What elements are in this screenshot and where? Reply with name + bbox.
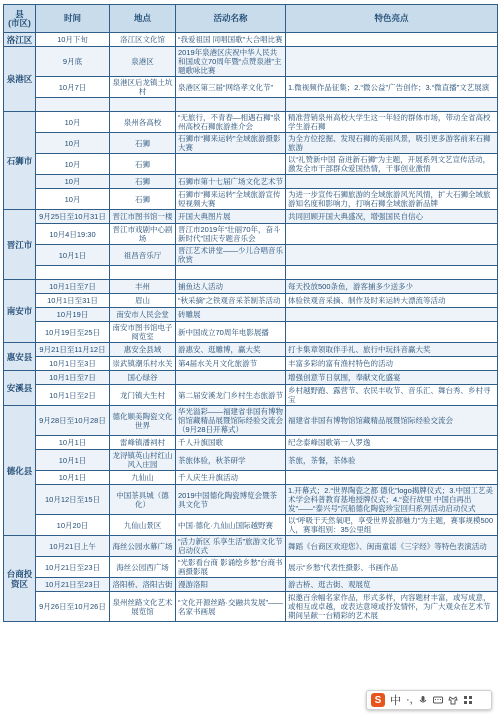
cell-place: 洛江区文化馆 <box>110 33 176 47</box>
cell-time: 9月26日至10月26日 <box>36 592 110 622</box>
cell-place: 丰州 <box>110 280 176 294</box>
cell-place: 晋江市戏剧中心剧场 <box>110 224 176 245</box>
cell-place: 泉州丝路文化艺术展览馆 <box>110 592 176 622</box>
cell-highlight: 1.微视频作品征集；2.“微公益”广告创作；3.“微直播”文艺展演 <box>286 77 498 98</box>
cell-time <box>36 266 110 280</box>
cell-time: 10月12日至15日 <box>36 485 110 515</box>
table-row <box>4 485 498 515</box>
cell-place: 九仙山景区 <box>110 515 176 536</box>
table-row <box>4 98 498 112</box>
cell-activity: 第二届安溪龙门乡村生态旅游节 <box>176 385 286 406</box>
cell-time: 10月21日至23日 <box>36 578 110 592</box>
cell-activity: 晋江艺术讲堂——少儿合唱音乐欣赏 <box>176 245 286 266</box>
cell-place: 九仙山 <box>110 471 176 485</box>
cell-highlight: 精准营销泉州高校大学生这一年轻的群体市场，带动全省高校学生游石狮 <box>286 112 498 133</box>
cell-time: 10月1日至7日 <box>36 280 110 294</box>
cell-highlight: 以“礼赞新中国 奋进新石狮”为主题，开展系列文艺宣传活动，激发全市干部群众爱国热情，干事创业激情 <box>286 154 498 175</box>
cell-activity: 游惠安、逛雕博，赢大奖 <box>176 343 286 357</box>
cell-highlight: 每天投放500条鱼，游客捕多少送多少 <box>286 280 498 294</box>
cell-highlight: 1.开幕式；2.“世界陶瓷之都 德化”logo揭牌仪式；3.中国工艺美术学会科普教育基地授牌仪式；4.“瓷行故里 中国白再出发”——“泰兴号”沉船德化陶瓷珍宝回归系列活动启动仪式 <box>286 485 498 515</box>
cell-time: 10月1日至3日 <box>36 357 110 371</box>
table-row <box>4 308 498 322</box>
header-time: 时间 <box>36 5 110 33</box>
ime-punctuation-toggle[interactable]: ·, <box>406 694 413 706</box>
cell-place: 石狮 <box>110 175 176 189</box>
cell-county: 晋江市 <box>4 210 36 280</box>
cell-activity: 中国·德化·九仙山国际越野赛 <box>176 515 286 536</box>
cell-place <box>110 98 176 112</box>
keyboard-icon[interactable] <box>433 695 443 705</box>
cell-place: 惠安全县域 <box>110 343 176 357</box>
cell-place: 龙门镇大生村 <box>110 385 176 406</box>
table-row <box>4 343 498 357</box>
cell-time: 9月21日至11月12日 <box>36 343 110 357</box>
cell-activity <box>176 371 286 385</box>
cell-county: 惠安县 <box>4 343 36 371</box>
cell-time: 10月1日 <box>36 471 110 485</box>
cell-activity: “文化开源丝路·交融共发展”——名家书画展 <box>176 592 286 622</box>
table-row <box>4 112 498 133</box>
events-table <box>3 4 498 622</box>
cell-county: 安溪县 <box>4 371 36 406</box>
table-row <box>4 210 498 224</box>
cell-highlight: 打卡集章领取伴手礼、旅行中玩抖音赢大奖 <box>286 343 498 357</box>
cell-time: 10月20日 <box>36 515 110 536</box>
cell-place: 石狮 <box>110 133 176 154</box>
cell-highlight: 为进一步宣传石狮旅游的全域旅游风光风情，扩大石狮全域旅游知名度和影响力，打响石狮全域旅游新品牌 <box>286 189 498 210</box>
cell-county: 洛江区 <box>4 33 36 47</box>
table-row <box>4 189 498 210</box>
table-row <box>4 294 498 308</box>
cell-activity: 砖雕展 <box>176 308 286 322</box>
table-row <box>4 154 498 175</box>
table-row <box>4 47 498 77</box>
cell-county: 台商投资区 <box>4 536 36 622</box>
table-row <box>4 436 498 450</box>
microphone-icon[interactable] <box>418 695 428 705</box>
cell-time: 10月 <box>36 112 110 133</box>
cell-activity <box>176 154 286 175</box>
cell-highlight: 展示“乡愁”代表性摄影、书画作品 <box>286 557 498 578</box>
cell-highlight: 以“呼吸于天然氧吧，享受世界瓷都魅力”为主题，赛事规模500人，赛事组别：35公里组 <box>286 515 498 536</box>
ime-language-toggle[interactable]: 中 <box>390 695 401 707</box>
cell-highlight: 为全方位挖掘、发现石狮的美丽风景，吸引更多游客前来石狮旅游 <box>286 133 498 154</box>
cell-highlight <box>286 98 498 112</box>
cell-time: 10月1日 <box>36 245 110 266</box>
cell-highlight: 纪念泰峰国歌第一人罗逸 <box>286 436 498 450</box>
table-row <box>4 77 498 98</box>
cell-highlight: 拟邀百余幅名家作品，形式多样，内容题材丰富，或写成意，或相互或卓越，或表达意境或抒发情怀，为广大观众在艺术节期间呈献一台精彩的艺术展 <box>286 592 498 622</box>
cell-time <box>36 98 110 112</box>
cell-place <box>110 266 176 280</box>
cell-activity: 石狮市第十七届广场文化艺术节 <box>176 175 286 189</box>
cell-time: 10月 <box>36 154 110 175</box>
table-row <box>4 133 498 154</box>
skin-icon[interactable] <box>448 695 458 705</box>
table-row <box>4 592 498 622</box>
cell-highlight: 体验铁观音采摘、制作及时来运转大漂流等活动 <box>286 294 498 308</box>
table-row <box>4 450 498 471</box>
table-row <box>4 245 498 266</box>
table-row <box>4 557 498 578</box>
table-row <box>4 280 498 294</box>
cell-activity <box>176 98 286 112</box>
cell-county: 石狮市 <box>4 112 36 210</box>
cell-activity: 华光溢彩——福建省非国有博物馆馆藏精品展暨馆际经验交流会（9月28日开幕式） <box>176 406 286 436</box>
cell-time: 10月7日 <box>36 77 110 98</box>
cell-place: 石狮 <box>110 189 176 210</box>
cell-time: 10月4日19:30 <box>36 224 110 245</box>
sogou-logo-icon[interactable]: S <box>371 693 385 707</box>
cell-highlight <box>286 266 498 280</box>
table-row <box>4 406 498 436</box>
cell-place: 德化顺美陶瓷文化世界 <box>110 406 176 436</box>
cell-activity: 千人升旗国歌 <box>176 436 286 450</box>
cell-place: 泉港区后龙镇土坑村 <box>110 77 176 98</box>
cell-activity: 2019年泉港区庆祝中华人民共和国成立70周年暨“点赞泉港”主题歌咏比赛 <box>176 47 286 77</box>
header-county: 县 (市区) <box>4 5 36 33</box>
cell-highlight <box>286 308 498 322</box>
cell-activity: 捕鱼达人活动 <box>176 280 286 294</box>
cell-time: 10月1日至7日 <box>36 371 110 385</box>
cell-time: 10月19日 <box>36 308 110 322</box>
table-row <box>4 578 498 592</box>
cell-activity: “我爱祖国 同唱国歌”大合唱比赛 <box>176 33 286 47</box>
cell-county: 德化县 <box>4 406 36 536</box>
cell-activity: 石狮市“狮来运转”全域旅游宣传短视频大赛 <box>176 189 286 210</box>
cell-highlight <box>286 47 498 77</box>
cell-activity: 第4届水关月文化旅游节 <box>176 357 286 371</box>
cell-place: 海丝公园水幕广场 <box>110 536 176 557</box>
cell-activity: 新中国成立70周年电影展播 <box>176 322 286 343</box>
cell-county: 南安市 <box>4 280 36 343</box>
cell-highlight: 丰富多彩的富有渔村特色的活动 <box>286 357 498 371</box>
cell-place: 眉山 <box>110 294 176 308</box>
cell-highlight <box>286 224 498 245</box>
cell-time: 10月 <box>36 189 110 210</box>
cell-highlight: 舞蹈《台商区欢迎您》、闽南童谣《三字经》等特色表演活动 <box>286 536 498 557</box>
cell-time: 10月1日 <box>36 450 110 471</box>
header-place: 地点 <box>110 5 176 33</box>
cell-county: 泉港区 <box>4 47 36 112</box>
cell-time: 9月底 <box>36 47 110 77</box>
cell-activity <box>176 266 286 280</box>
cell-highlight: 游古桥、逛古街、观展览 <box>286 578 498 592</box>
table-row <box>4 266 498 280</box>
header-highlights: 特色亮点 <box>286 5 498 33</box>
cell-activity: 漫游洛阳 <box>176 578 286 592</box>
cell-activity: 石狮市“狮来运转”全域旅游摄影大赛 <box>176 133 286 154</box>
cell-highlight <box>286 245 498 266</box>
cell-time: 10月下旬 <box>36 33 110 47</box>
cell-time: 10月21日至23日 <box>36 557 110 578</box>
cell-place: 雷峰镇潘祠村 <box>110 436 176 450</box>
table-row <box>4 385 498 406</box>
cell-time: 10月19日至25日 <box>36 322 110 343</box>
cell-place: 祖昌音乐厅 <box>110 245 176 266</box>
cell-highlight <box>286 322 498 343</box>
cell-time: 10月 <box>36 133 110 154</box>
input-method-toolbar[interactable] <box>366 690 492 710</box>
cell-place: 南安市人民会堂 <box>110 308 176 322</box>
cell-place: 崇武镇潮乐村水关 <box>110 357 176 371</box>
table-row <box>4 471 498 485</box>
cell-activity: “秋采摘”之铁观音采茶制茶活动 <box>176 294 286 308</box>
cell-place: 中国茶具城（德化） <box>110 485 176 515</box>
cell-place: 国心绿谷 <box>110 371 176 385</box>
table-row <box>4 371 498 385</box>
cell-time: 10月 <box>36 175 110 189</box>
table-row <box>4 357 498 371</box>
cell-time: 10月1日 <box>36 436 110 450</box>
table-row <box>4 515 498 536</box>
cell-place: 泉州各高校 <box>110 112 176 133</box>
cell-activity: “活力新区 乐享生活”旅游文化节启动仪式 <box>176 536 286 557</box>
cell-activity: 泉港区第三届“网络孝文化节” <box>176 77 286 98</box>
cell-time: 10月1日至2日 <box>36 385 110 406</box>
cell-activity: 茶旅体验，秋茶研学 <box>176 450 286 471</box>
cell-highlight: 乡村越野跑、露营节、农民丰收节、音乐汇、舞台秀、乡村寻宝 <box>286 385 498 406</box>
cell-time: 9月28日至10月28日 <box>36 406 110 436</box>
cell-highlight <box>286 175 498 189</box>
cell-time: 10月21日上午 <box>36 536 110 557</box>
cell-place: 南安市图书馆电子阅览室 <box>110 322 176 343</box>
cell-activity: “无旅行，不青春—相遇石狮”泉州高校石狮旅游推介会 <box>176 112 286 133</box>
cell-highlight <box>286 471 498 485</box>
cell-highlight: 茶旅，茶餐，茶体验 <box>286 450 498 471</box>
cell-place: 晋江市图书馆一楼 <box>110 210 176 224</box>
cell-place: 洛阳桥、洛阳古街 <box>110 578 176 592</box>
menu-grid-icon[interactable] <box>463 695 473 705</box>
cell-highlight <box>286 33 498 47</box>
table-row <box>4 322 498 343</box>
cell-place: 龙浔镇英山村红山风入庄园 <box>110 450 176 471</box>
table-header-row <box>4 5 498 33</box>
cell-activity: 千人庆生升旗活动 <box>176 471 286 485</box>
cell-place: 石狮 <box>110 154 176 175</box>
table-row <box>4 175 498 189</box>
table-row <box>4 33 498 47</box>
table-row <box>4 224 498 245</box>
cell-time: 9月25日至10月31日 <box>36 210 110 224</box>
cell-highlight: 福建省非国有博物馆馆藏精品展暨馆际经验交流会 <box>286 406 498 436</box>
cell-activity: 2019中国德化陶瓷博览会暨茶具文化节 <box>176 485 286 515</box>
cell-place: 泉港区 <box>110 47 176 77</box>
header-activity: 活动名称 <box>176 5 286 33</box>
cell-activity: 开国大典图片展 <box>176 210 286 224</box>
cell-activity: “光影看台商 影诵绘乡愁”台商书画摄影展 <box>176 557 286 578</box>
cell-place: 海丝公园西广场 <box>110 557 176 578</box>
cell-highlight: 共同回顾开国大典盛况，增强国民自信心 <box>286 210 498 224</box>
cell-highlight: 增强创意节日氛围，奉献文化盛宴 <box>286 371 498 385</box>
cell-activity: 晋江市2019年“壮丽70年，奋斗新时代”国庆专题音乐会 <box>176 224 286 245</box>
table-row <box>4 536 498 557</box>
cell-time: 10月1日至31日 <box>36 294 110 308</box>
